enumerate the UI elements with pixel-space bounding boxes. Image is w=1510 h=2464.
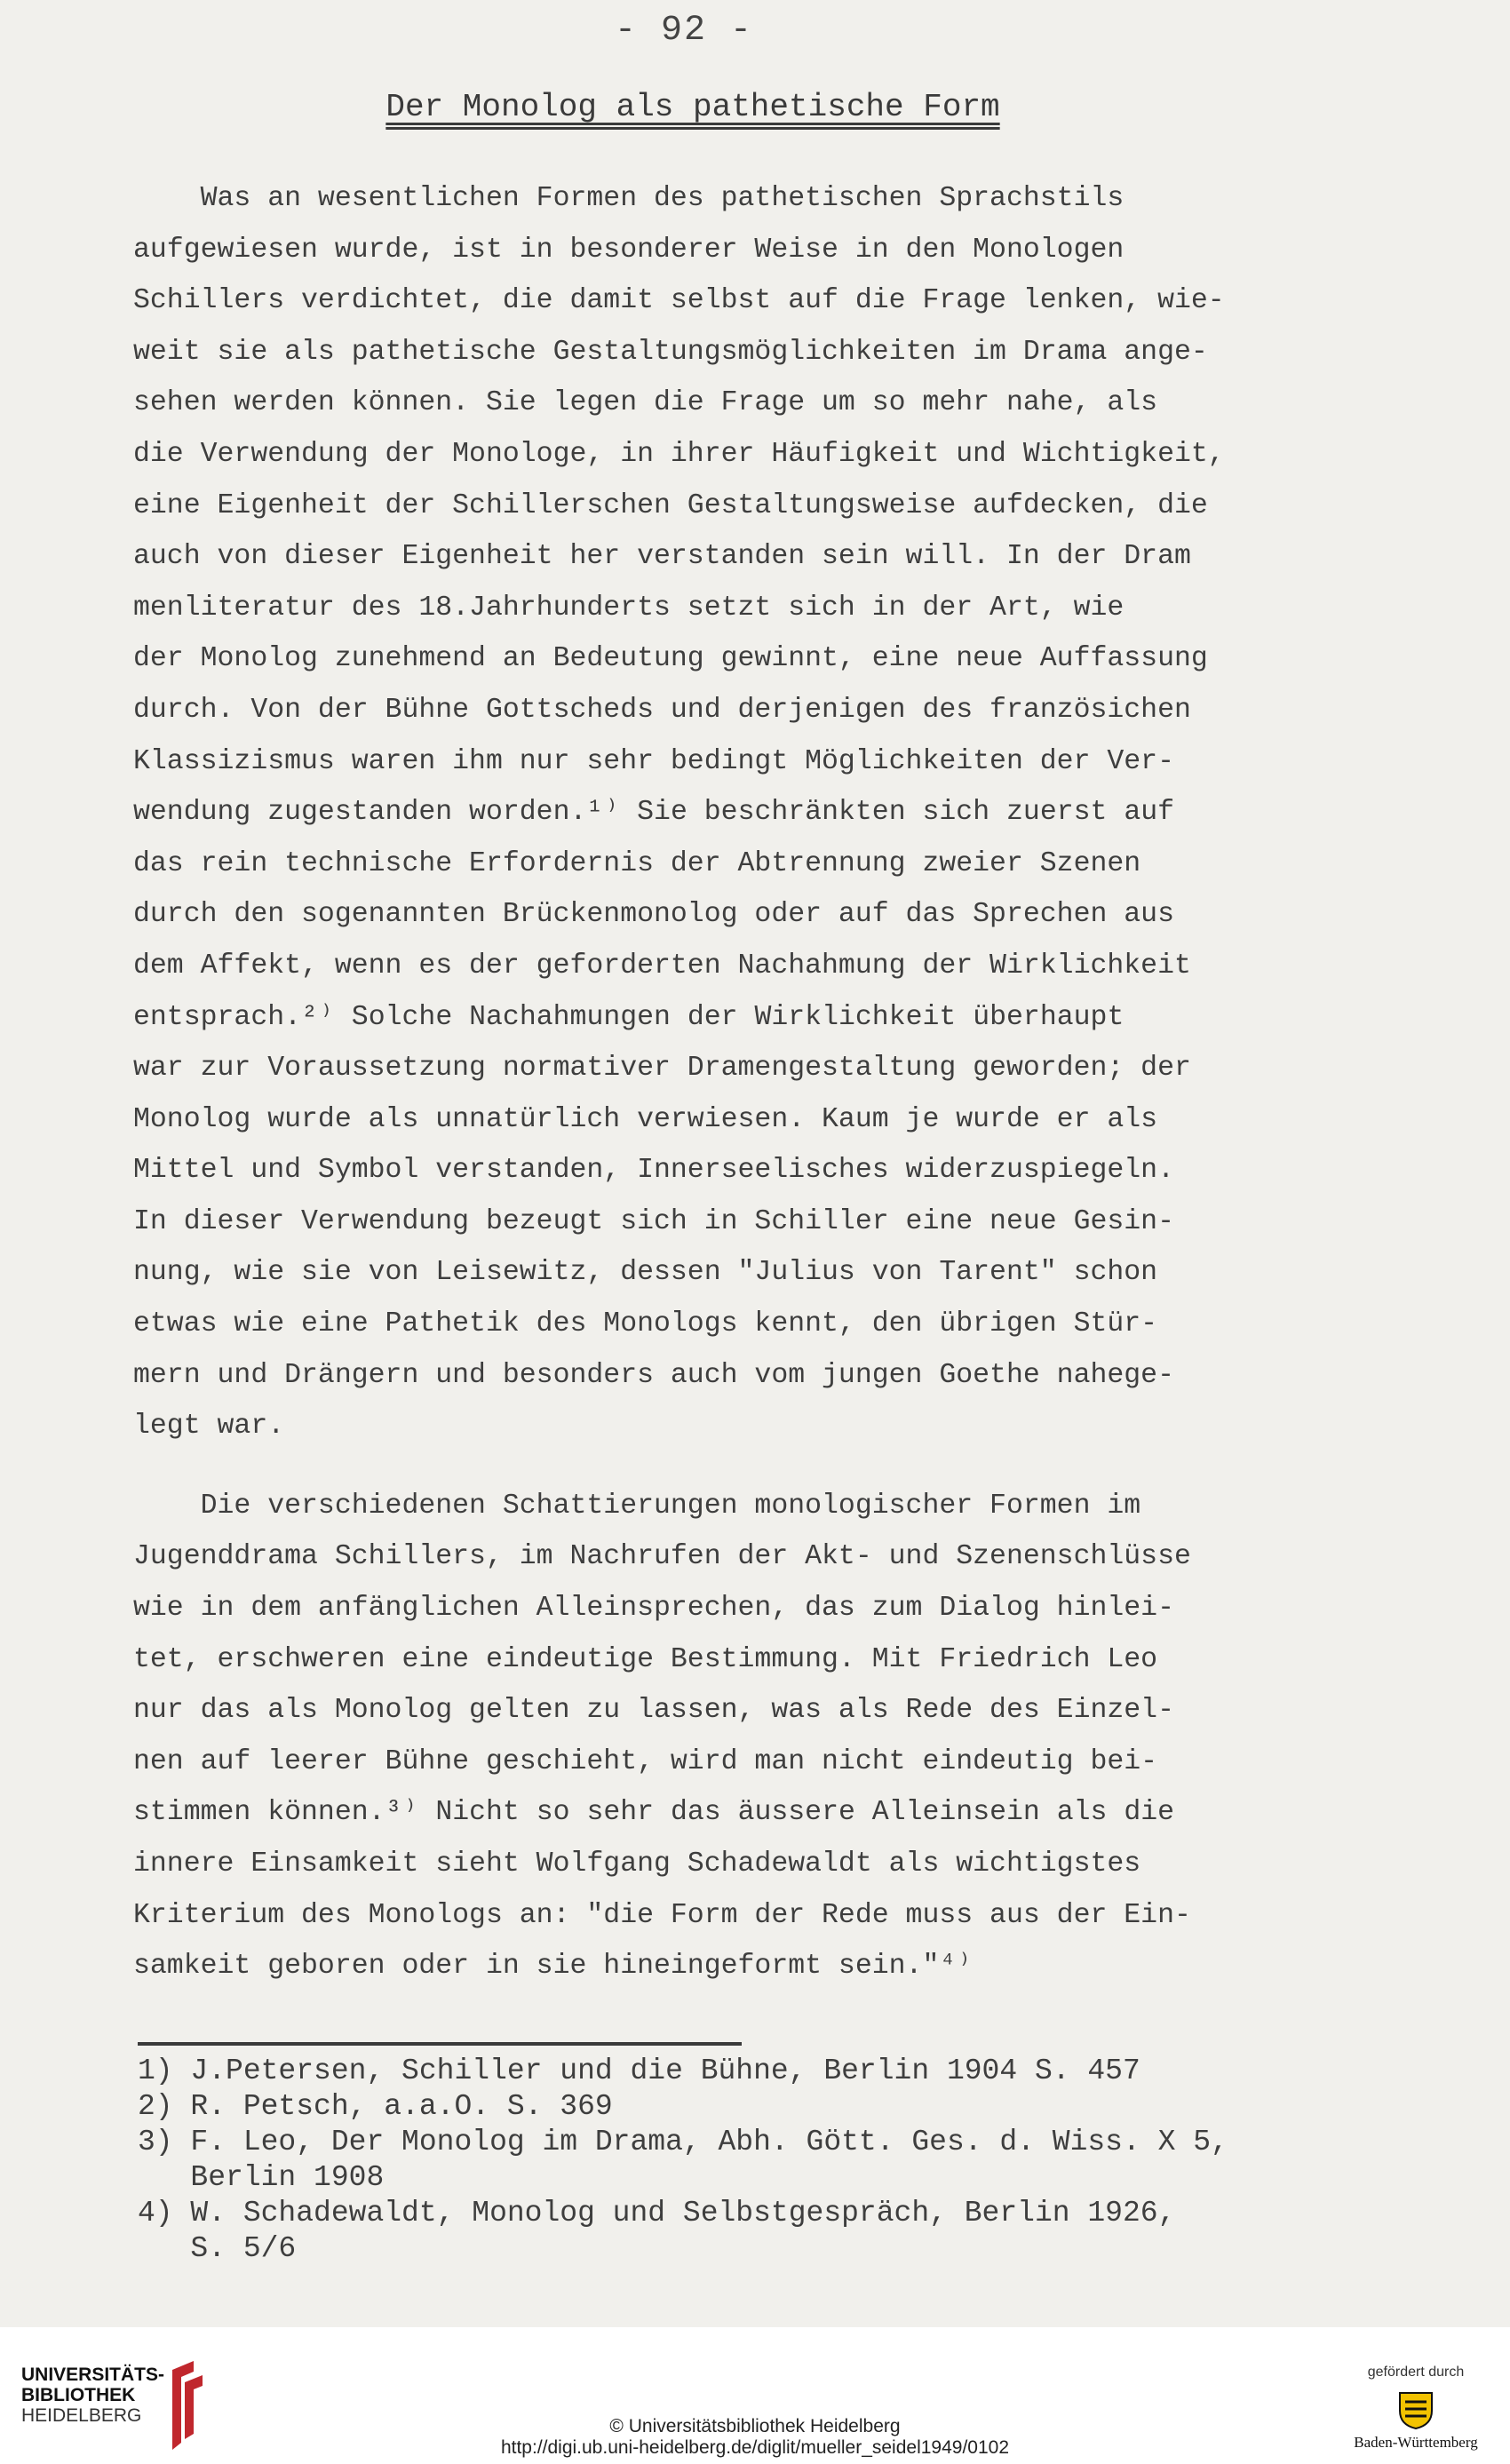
text-line: Mittel und Symbol verstanden, Innerseelisches widerzuspiegeln. [133, 1155, 1174, 1187]
text-line: die Verwendung der Monologe, in ihrer Häufigkeit und Wichtigkeit, [133, 438, 1225, 470]
text-line: Was an wesentlichen Formen des pathetischen Sprachstils [133, 183, 1125, 214]
text-line: Die verschiedenen Schattierungen monologischer Formen im [133, 1490, 1141, 1522]
page-title: Der Monolog als pathetische Form [385, 89, 1000, 125]
footnote-line: 4) W. Schadewaldt, Monolog und Selbstgespräch, Berlin 1926, [138, 2197, 1176, 2230]
text-line: der Monolog zunehmend an Bedeutung gewinnt, eine neue Auffassung [133, 643, 1208, 675]
body-text [133, 173, 1466, 1992]
footnotes [138, 2054, 1470, 2267]
paragraph-2 [133, 1481, 1466, 1992]
text-line: das rein technische Erfordernis der Abtrennung zweier Szenen [133, 847, 1141, 879]
text-line: eine Eigenheit der Schillerschen Gestaltungsweise aufdecken, die [133, 489, 1208, 521]
text-line: durch. Von der Bühne Gottscheds und derjenigen des französichen [133, 694, 1191, 726]
text-line: war zur Voraussetzung normativer Dramengestaltung geworden; der [133, 1053, 1191, 1085]
footnote-line: 2) R. Petsch, a.a.O. S. 369 [138, 2090, 613, 2123]
text-line: menliteratur des 18.Jahrhunderts setzt sich in der Art, wie [133, 592, 1125, 624]
text-line: durch den sogenannten Brückenmonolog oder auf das Sprechen aus [133, 899, 1174, 931]
text-line: weit sie als pathetische Gestaltungsmöglichkeiten im Drama ange- [133, 336, 1208, 368]
text-line: wie in dem anfänglichen Alleinsprechen, das zum Dialog hinlei- [133, 1593, 1174, 1625]
text-line: nen auf leerer Bühne geschieht, wird man nicht eindeutig bei- [133, 1745, 1158, 1777]
text-line: stimmen können.³⁾ Nicht so sehr das äussere Alleinsein als die [133, 1797, 1175, 1829]
logo-line-3: HEIDELBERG [21, 2405, 142, 2426]
text-line: legt war. [133, 1411, 285, 1443]
text-line: entsprach.²⁾ Solche Nachahmungen der Wirklichkeit überhaupt [133, 1001, 1125, 1033]
footnote-line: 3) F. Leo, Der Monolog im Drama, Abh. Gött. Ges. d. Wiss. X 5, [138, 2126, 1228, 2158]
text-line: aufgewiesen wurde, ist in besonderer Weise in den Monologen [133, 234, 1125, 266]
text-line: dem Affekt, wenn es der geforderten Nachahmung der Wirklichkeit [133, 950, 1191, 982]
footer [0, 2327, 1510, 2464]
text-line: Schillers verdichtet, die damit selbst auf die Frage lenken, wie- [133, 285, 1225, 317]
logo-line-2: BIBLIOTHEK [21, 2385, 136, 2405]
page-number: - 92 - [614, 11, 754, 51]
text-line: wendung zugestanden worden.¹⁾ Sie beschränkten sich zuerst auf [133, 797, 1175, 829]
text-line: Kriterium des Monologs an: "die Form der Rede muss aus der Ein- [133, 1899, 1191, 1931]
sponsor [1345, 2365, 1487, 2452]
footnote-line: 1) J.Petersen, Schiller und die Bühne, Berlin 1904 S. 457 [138, 2055, 1140, 2087]
text-line: mern und Drängern und besonders auch vom jungen Goethe nahege- [133, 1359, 1174, 1391]
logo-line-1: UNIVERSITÄTS- [21, 2365, 165, 2385]
permalink[interactable]: http://digi.ub.uni-heidelberg.de/diglit/mueller_seidel1949/0102 [500, 2437, 1010, 2458]
bw-coat-of-arms-icon [1396, 2388, 1435, 2430]
copyright-text: © Universitätsbibliothek Heidelberg [609, 2416, 901, 2436]
text-line: etwas wie eine Pathetik des Monologs kennt, den übrigen Stür- [133, 1308, 1158, 1340]
text-line: nung, wie sie von Leisewitz, dessen "Julius von Tarent" schon [133, 1257, 1158, 1289]
text-line: Klassizismus waren ihm nur sehr bedingt Möglichkeiten der Ver- [133, 745, 1174, 777]
copyright [0, 2416, 1510, 2459]
text-line: innere Einsamkeit sieht Wolfgang Schadewaldt als wichtigstes [133, 1848, 1141, 1880]
text-line: nur das als Monolog gelten zu lassen, was als Rede des Einzel- [133, 1695, 1174, 1727]
paragraph-1 [133, 173, 1466, 1452]
footnote-divider [138, 2042, 742, 2046]
sponsor-label: gefördert durch [1367, 2365, 1465, 2380]
text-line: In dieser Verwendung bezeugt sich in Schiller eine neue Gesin- [133, 1205, 1174, 1237]
text-line: samkeit geboren oder in sie hineingeformt sein."⁴⁾ [133, 1951, 974, 1983]
sponsor-name: Baden-Württemberg [1354, 2434, 1478, 2451]
text-line: sehen werden können. Sie legen die Frage um so mehr nahe, als [133, 387, 1158, 419]
text-line: auch von dieser Eigenheit her verstanden sein will. In der Dram [133, 541, 1191, 573]
footnote-line: S. 5/6 [138, 2232, 297, 2265]
text-line: Jugenddrama Schillers, im Nachrufen der Akt- und Szenenschlüsse [133, 1541, 1191, 1573]
text-line: tet, erschweren eine eindeutige Bestimmung. Mit Friedrich Leo [133, 1643, 1158, 1675]
footnote-line: Berlin 1908 [138, 2161, 385, 2194]
text-line: Monolog wurde als unnatürlich verwiesen. Kaum je wurde er als [133, 1103, 1158, 1135]
